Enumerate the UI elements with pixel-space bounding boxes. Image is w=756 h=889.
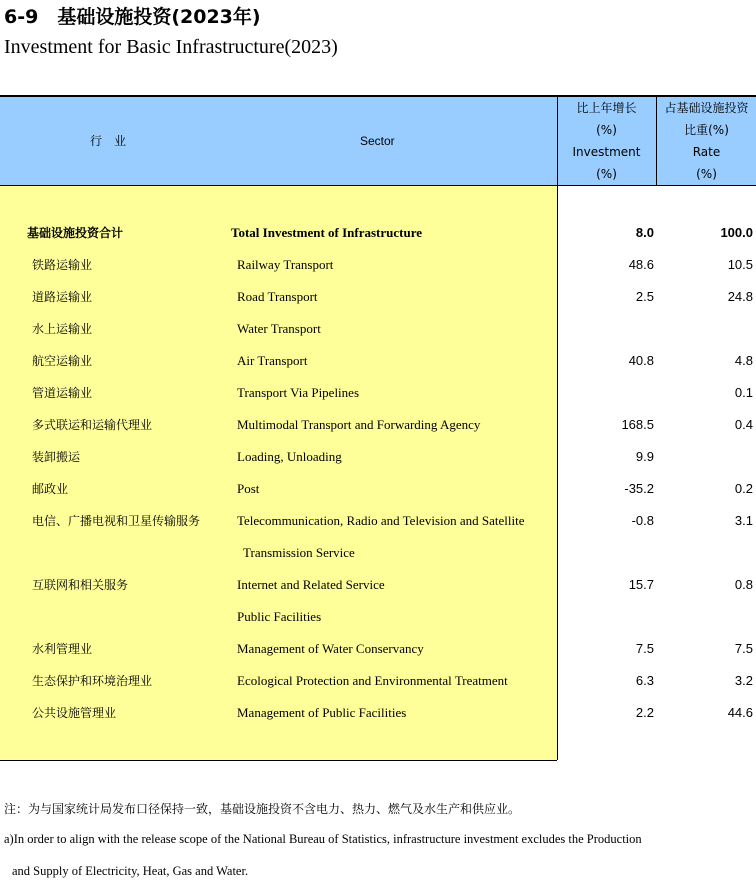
table-row [0, 313, 756, 345]
row-sector-en: Public Facilities [237, 609, 322, 624]
row-sector-en: Transport Via Pipelines [237, 385, 360, 400]
row-industry-zh: 多式联运和运输代理业 [32, 418, 153, 432]
row-investment-growth: 40.8 [628, 353, 654, 368]
note-zh: 注：为与国家统计局发布口径保持一致，基础设施投资不含电力、热力、燃气及水生产和供应业。 [4, 802, 521, 816]
row-rate-share: 10.5 [727, 257, 753, 272]
row-industry-zh: 道路运输业 [32, 290, 93, 304]
row-rate-share: 4.8 [734, 353, 753, 368]
row-investment-growth: 9.9 [635, 449, 654, 464]
row-sector-en: Loading, Unloading [237, 449, 342, 464]
note-en-line-1: a)In order to align with the release scope of the National Bureau of Statistics, infrastructure investment excludes the Production [4, 832, 642, 846]
row-investment-growth: 2.5 [635, 289, 654, 304]
row-sector-en: Water Transport [237, 321, 321, 336]
row-sector-en: Transmission Service [243, 545, 355, 560]
table-row [0, 473, 756, 505]
table-row [0, 633, 756, 665]
header-rate-line-1: 占基础设施投资 [664, 101, 749, 115]
header-investment-line-3: Investment [572, 145, 641, 159]
row-industry-zh: 水利管理业 [32, 642, 93, 656]
row-investment-growth: 7.5 [635, 641, 654, 656]
row-investment-growth: 168.5 [621, 417, 654, 432]
header-investment [557, 97, 656, 185]
row-sector-en: Railway Transport [237, 257, 334, 272]
row-rate-share: 7.5 [734, 641, 753, 656]
header-rate-line-4: (%) [696, 167, 717, 181]
table-row [0, 345, 756, 377]
table-row [0, 665, 756, 697]
row-rate-share: 0.8 [734, 577, 753, 592]
column-divider-2 [656, 97, 657, 186]
row-rate-share: 24.8 [727, 289, 753, 304]
table-row-total [0, 217, 756, 249]
table-row [0, 697, 756, 729]
table-row [0, 537, 756, 569]
table-row [0, 377, 756, 409]
row-rate-share: 100.0 [720, 225, 753, 240]
row-rate-share: 3.2 [734, 673, 753, 688]
row-industry-zh: 管道运输业 [32, 386, 93, 400]
row-investment-growth: 8.0 [635, 225, 654, 240]
row-investment-growth: 2.2 [635, 705, 654, 720]
table-row [0, 281, 756, 313]
row-industry-zh: 公共设施管理业 [32, 706, 117, 720]
row-investment-growth: 48.6 [628, 257, 654, 272]
row-investment-growth: -35.2 [624, 481, 654, 496]
note-en-line-2: and Supply of Electricity, Heat, Gas and Water. [12, 864, 249, 878]
row-industry-zh: 生态保护和环境治理业 [32, 674, 153, 688]
row-sector-en: Air Transport [237, 353, 308, 368]
row-industry-zh: 邮政业 [32, 482, 69, 496]
header-rate [657, 97, 756, 185]
table-row [0, 249, 756, 281]
row-industry-zh: 装卸搬运 [32, 450, 81, 464]
row-industry-zh: 铁路运输业 [32, 258, 93, 272]
row-sector-en: Post [237, 481, 260, 496]
row-rate-share: 3.1 [734, 513, 753, 528]
row-sector-en: Internet and Related Service [237, 577, 385, 592]
row-sector-en: Ecological Protection and Environmental Treatment [237, 673, 508, 688]
table-row [0, 601, 756, 633]
header-industry: 行 业 [90, 134, 127, 148]
row-rate-share: 44.6 [727, 705, 753, 720]
table-row [0, 409, 756, 441]
row-industry-zh: 电信、广播电视和卫星传输服务 [32, 514, 201, 528]
header-rate-line-2: 比重(%) [684, 123, 729, 137]
table-row [0, 505, 756, 537]
row-sector-en: Road Transport [237, 289, 318, 304]
row-investment-growth: 15.7 [628, 577, 654, 592]
table-row [0, 569, 756, 601]
row-investment-growth: -0.8 [631, 513, 654, 528]
row-investment-growth: 6.3 [635, 673, 654, 688]
row-sector-en: Management of Public Facilities [237, 705, 407, 720]
table-header [0, 97, 756, 186]
row-industry-zh: 互联网和相关服务 [32, 578, 129, 592]
header-sector: Sector [360, 134, 395, 148]
row-sector-en: Multimodal Transport and Forwarding Agency [237, 417, 481, 432]
table-row [0, 441, 756, 473]
row-sector-en: Total Investment of Infrastructure [231, 225, 423, 240]
header-investment-line-1: 比上年增长 [576, 101, 637, 115]
row-rate-share: 0.4 [734, 417, 753, 432]
row-sector-en: Telecommunication, Radio and Television and Satellite [237, 513, 525, 528]
row-industry-zh: 航空运输业 [32, 354, 93, 368]
header-investment-line-2: (%) [596, 123, 617, 137]
row-rate-share: 0.2 [734, 481, 753, 496]
page-title-zh: 6-9 基础设施投资(2023年) [4, 6, 261, 28]
header-investment-line-4: (%) [596, 167, 617, 181]
header-rate-line-3: Rate [692, 145, 721, 159]
row-rate-share: 0.1 [734, 385, 753, 400]
row-industry-zh: 水上运输业 [32, 322, 93, 336]
row-industry-zh: 基础设施投资合计 [27, 226, 124, 240]
page-title-en: Investment for Basic Infrastructure(2023) [4, 36, 338, 58]
row-sector-en: Management of Water Conservancy [237, 641, 424, 656]
